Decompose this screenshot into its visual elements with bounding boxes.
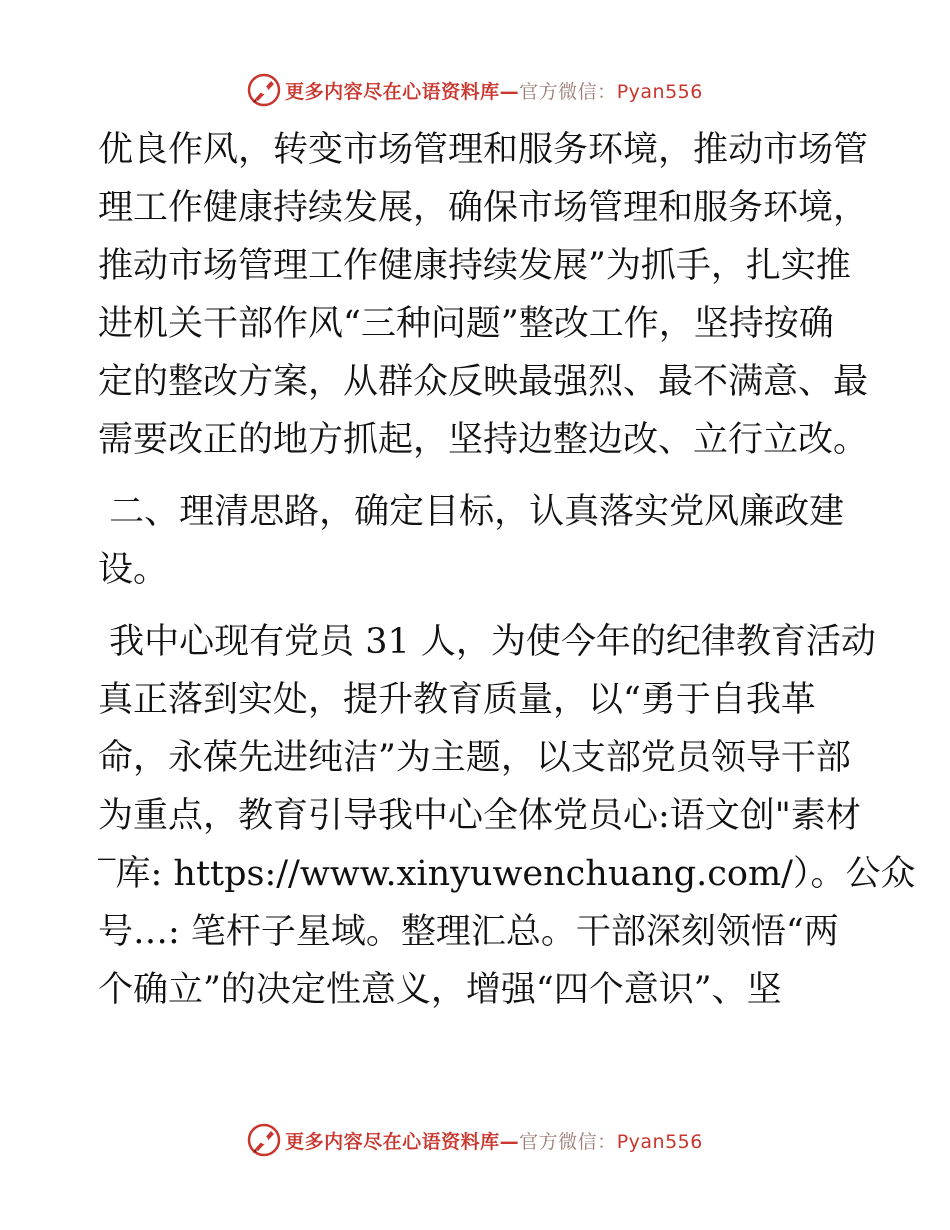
text-line: 为重点，教育引导我中心全体党员心:语文创"素材	[98, 796, 861, 836]
text-line: 需要改正的地方抓起，坚持边整边改、立行立改。	[98, 420, 869, 460]
text-line: 命，永葆先进纯洁”为主题，以支部党员领导干部	[98, 738, 851, 778]
footer-banner	[0, 1120, 950, 1160]
footer-banner-main: 更多内容尽在心语资料库—	[285, 1130, 520, 1153]
quill-logo-icon	[247, 1123, 281, 1157]
text-line: 号…: 笔杆子星域。整理汇总。干部深刻领悟“两	[98, 912, 839, 952]
header-banner	[0, 70, 950, 110]
text-line: 真正落到实处，提升教育质量，以“勇于自我革	[98, 680, 816, 720]
text-line: 我中心现有党员 31 人，为使今年的纪律教育活动	[98, 622, 876, 662]
footer-wechat-label: 官方微信：	[519, 1130, 617, 1153]
footer-banner-text	[285, 1127, 703, 1154]
footer-wechat-id: Pyan556	[616, 1130, 703, 1153]
header-banner-inner	[247, 73, 703, 107]
text-line: 理工作健康持续发展，确保市场管理和服务环境，	[98, 188, 869, 228]
quill-logo-icon	[247, 73, 281, 107]
text-line: 二、理清思路，确定目标，认真落实党风廉政建	[98, 492, 845, 532]
footer-banner-inner	[247, 1123, 703, 1157]
section-heading	[98, 483, 858, 599]
header-wechat-label: 官方微信：	[519, 80, 617, 103]
header-banner-text	[285, 77, 703, 104]
paragraph	[98, 613, 916, 1019]
text-line: 优良作风，转变市场管理和服务环境，推动市场管	[98, 130, 869, 170]
text-line: 个确立”的决定性意义，增强“四个意识”、坚	[98, 970, 782, 1010]
text-line: 设。	[98, 550, 169, 590]
header-wechat-id: Pyan556	[616, 80, 703, 103]
paragraph	[98, 121, 869, 469]
text-line: 进机关干部作风“三种问题”整改工作，坚持按确	[98, 304, 834, 344]
document-body	[98, 121, 916, 1019]
text-line: 定的整改方案，从群众反映最强烈、最不满意、最	[98, 362, 869, 402]
text-line: 推动市场管理工作健康持续发展”为抓手，扎实推	[98, 246, 851, 286]
header-banner-main: 更多内容尽在心语资料库—	[285, 80, 520, 103]
text-line: ‾库: https://www.xinyuwenchuang.com/）。公众	[98, 854, 916, 894]
